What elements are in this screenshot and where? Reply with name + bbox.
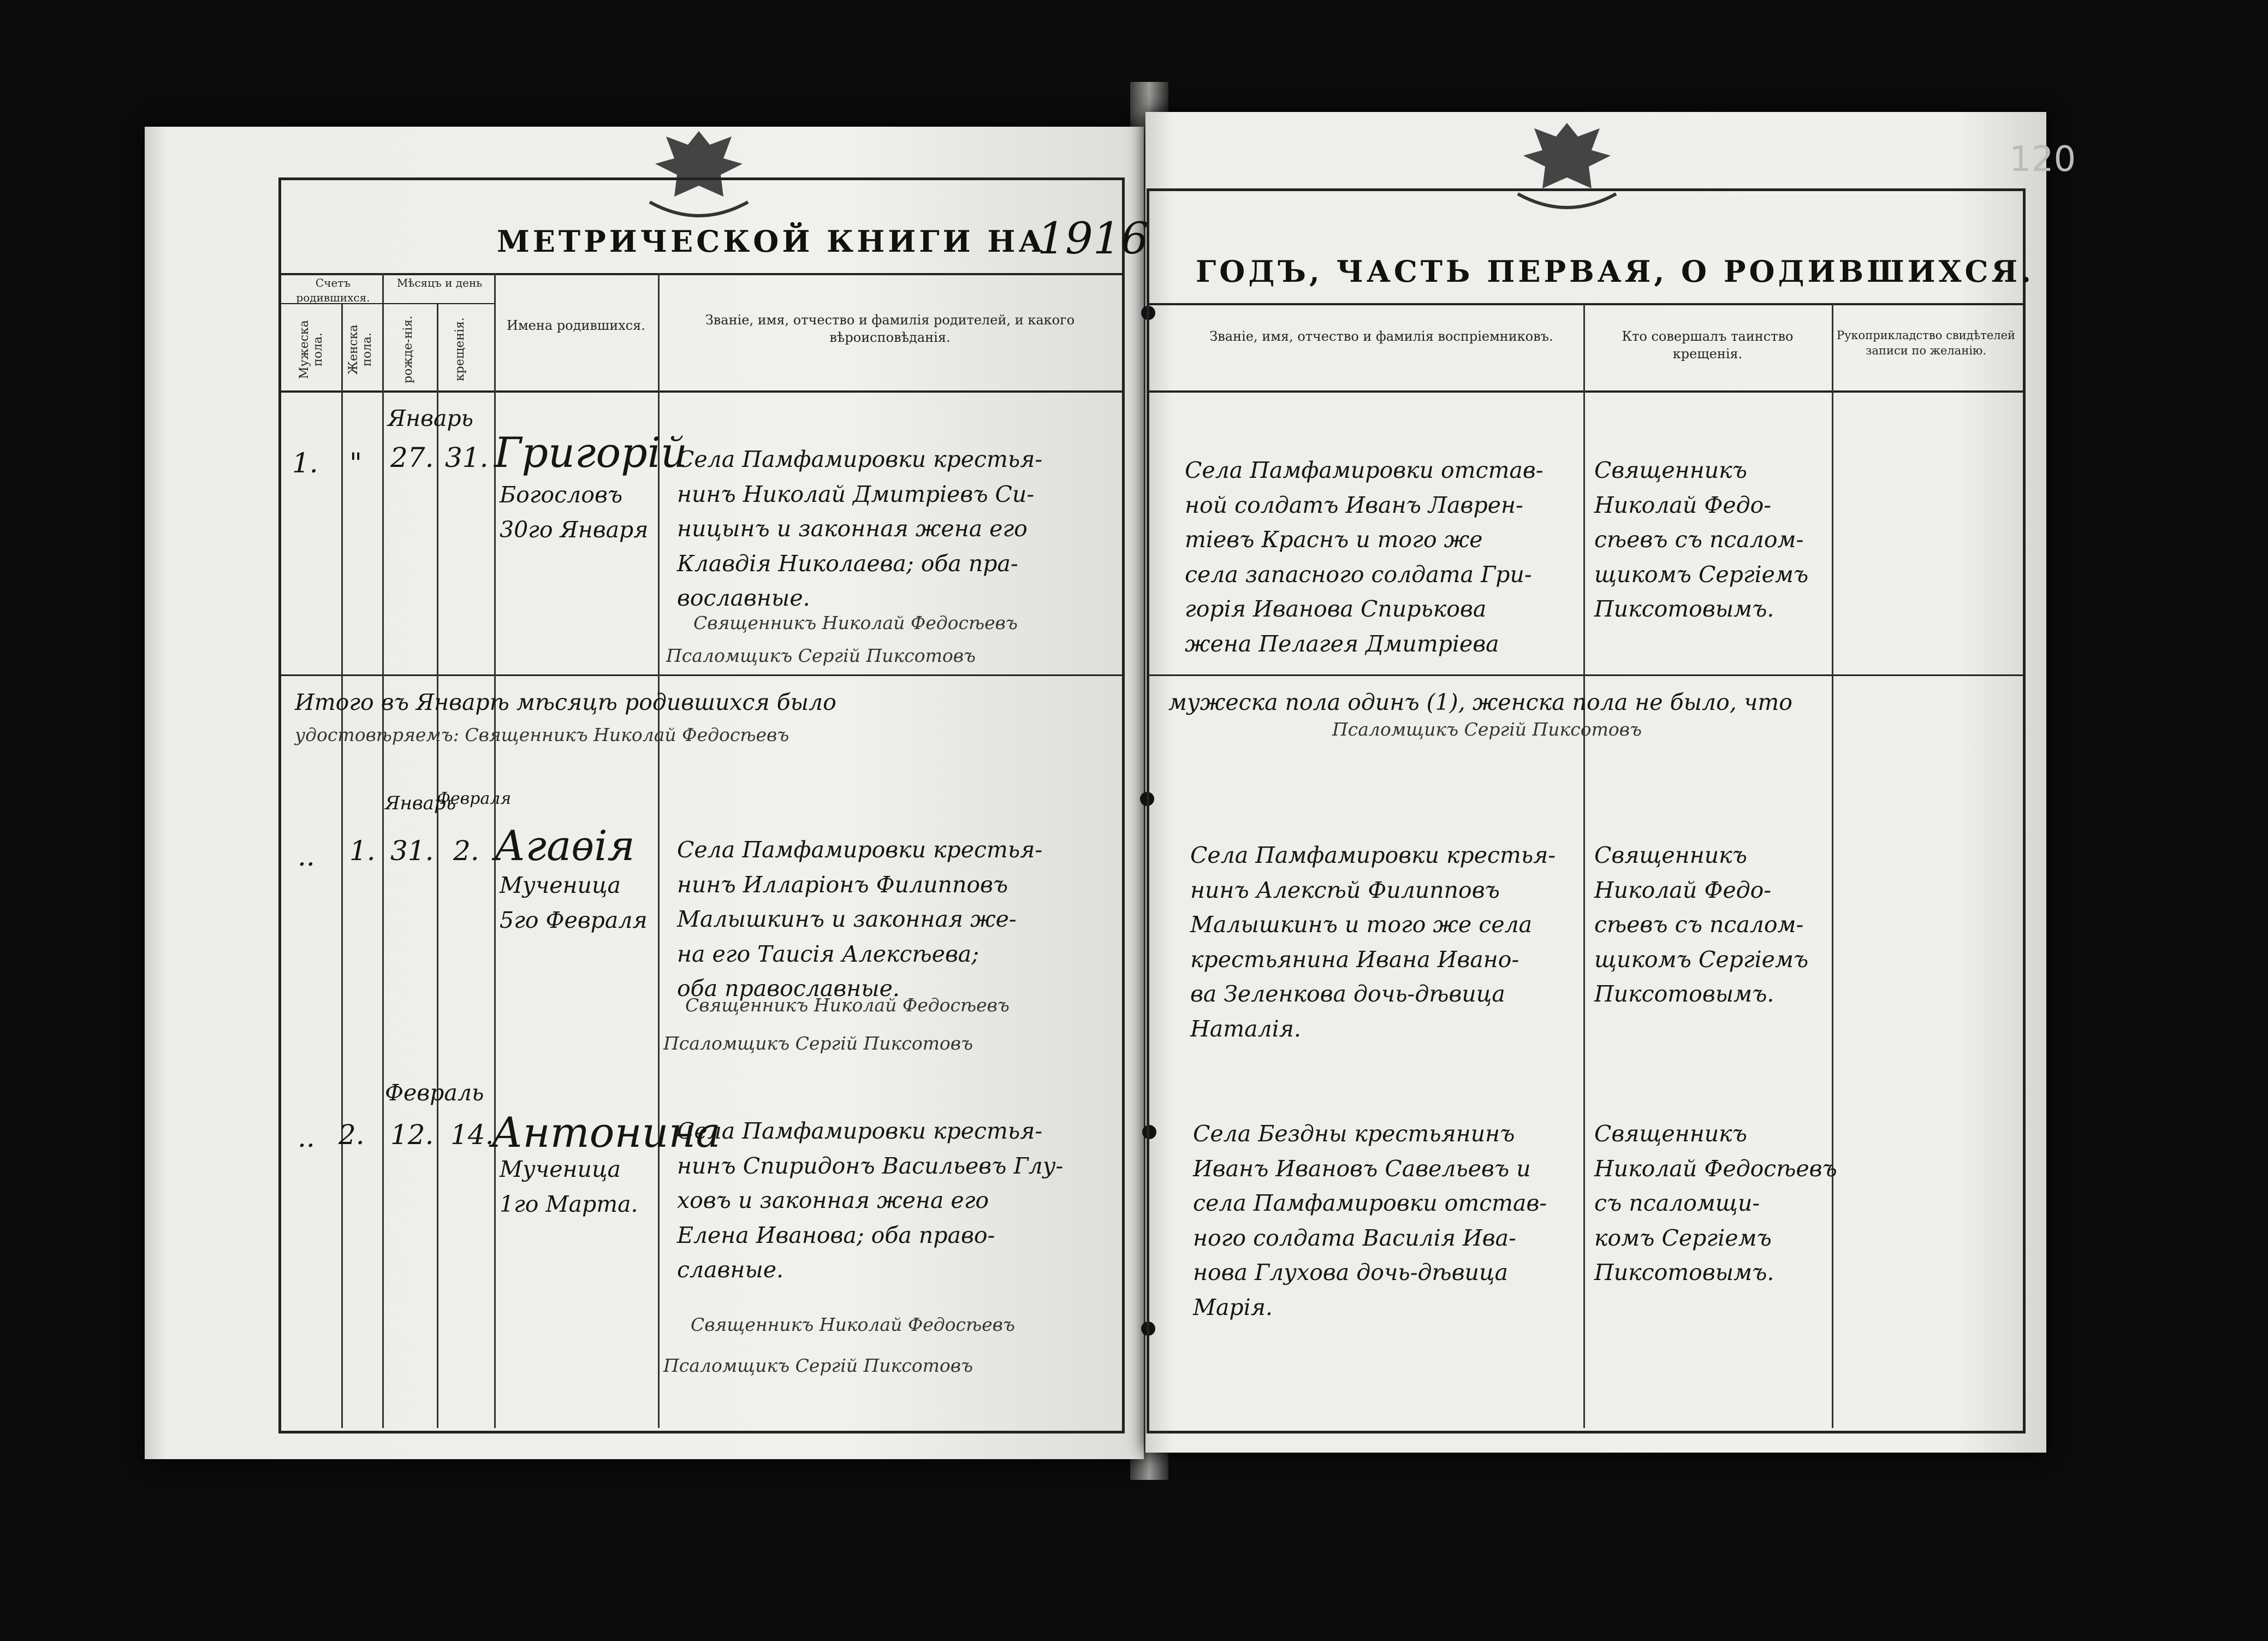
entry-1-female: " bbox=[349, 447, 362, 479]
column-line bbox=[1583, 303, 1585, 1428]
entry-2-month2: Февраля bbox=[437, 789, 512, 808]
page-number: 120 bbox=[2009, 139, 2076, 180]
entry-1-name-note: Богословъ 30го Января bbox=[500, 482, 649, 543]
column-header-rule bbox=[281, 390, 1122, 393]
header-rule bbox=[281, 273, 1122, 275]
register-year: 1916 bbox=[1037, 213, 1149, 264]
header-baptized: крещенія. bbox=[453, 317, 467, 382]
entry-2-name-note: Мученица 5го Февраля bbox=[500, 872, 648, 933]
entry-3-priest-signature: Священникъ Николай Федосѣевъ bbox=[691, 1314, 1015, 1335]
summary-line-2-left: удостовѣряемъ: Священникъ Николай Федосѣевъ bbox=[295, 724, 789, 745]
column-line bbox=[382, 273, 384, 1428]
header-performer: Кто совершалъ таинство крещенія. bbox=[1622, 329, 1794, 362]
column-line bbox=[437, 303, 438, 1428]
header-female: Женска пола. bbox=[347, 324, 374, 375]
entry-2-performer: Священникъ Николай Федо- сѣевъ съ псалом- щикомъ Сергіемъ Пиксотовымъ. bbox=[1594, 842, 1809, 1008]
entry-1-performer: Священникъ Николай Федо- сѣевъ съ псалом- щикомъ Сергіемъ Пиксотовымъ. bbox=[1594, 457, 1809, 623]
header-signatures: Рукоприкладство свидѣтелей записи по желанію. bbox=[1836, 329, 2016, 358]
header-born: рожде-нія. bbox=[401, 315, 415, 384]
entry-3-name: Антонина bbox=[491, 1108, 721, 1157]
entry-2-name: Агаѳія bbox=[494, 821, 635, 870]
column-line bbox=[341, 303, 343, 1428]
entry-3-born: 12. bbox=[390, 1119, 434, 1151]
entry-3-female: 2. bbox=[339, 1119, 365, 1151]
entry-1-born: 27. bbox=[390, 442, 434, 473]
entry-3-name-note: Мученица 1го Марта. bbox=[500, 1156, 638, 1217]
header-names: Имена родившихся. bbox=[507, 318, 645, 333]
entry-3-parents: Села Памфамировки крестья- нинъ Спиридонъ Васильевъ Глу- ховъ и законная жена его Елена Иванова; оба право- славные. bbox=[677, 1118, 1064, 1283]
summary-line-1-right: мужеска пола одинъ (1), женска пола не было, что bbox=[1168, 689, 1792, 715]
entry-2-male: .. bbox=[298, 840, 315, 872]
entry-1-baptized: 31. bbox=[445, 442, 489, 473]
entry-2-godparents: Села Памфамировки крестья- нинъ Алексѣй Филипповъ Малышкинъ и того же села крестьянина Ивана Ивано- ва Зеленкова дочь-дѣвица Наталія. bbox=[1190, 842, 1556, 1042]
summary-line-1-left: Итого въ Январѣ мѣсяцѣ родившихся было bbox=[295, 689, 836, 715]
entry-3-performer: Священникъ Николай Федосѣевъ съ псаломщи- комъ Сергіемъ Пиксотовымъ. bbox=[1594, 1121, 1837, 1286]
column-header-rule bbox=[1149, 390, 2023, 393]
entry-2-priest-signature: Священникъ Николай Федосѣевъ bbox=[685, 994, 1010, 1016]
left-page-title: МЕТРИЧЕСКОЙ КНИГИ НА bbox=[497, 224, 1046, 259]
header-male: Мужеска пола. bbox=[298, 320, 325, 379]
entry-3-godparents: Села Бездны крестьянинъ Иванъ Ивановъ Савельевъ и села Памфамировки отстав- ного солдата Василія Ива- нова Глухова дочь-дѣвица Марія. bbox=[1193, 1121, 1547, 1320]
entry-2-parents: Села Памфамировки крестья- нинъ Илларіонъ Филипповъ Малышкинъ и законная же- на его Таисія Алексѣева; оба православные. bbox=[677, 837, 1043, 1002]
header-month-day: Мѣсяцъ и день bbox=[396, 276, 483, 289]
header-count: Счетъ родившихся. bbox=[296, 276, 370, 304]
entry-divider bbox=[1149, 674, 2023, 676]
entry-3-month: Февраль bbox=[385, 1080, 484, 1106]
entry-1-month: Январь bbox=[388, 405, 473, 431]
entry-1-godparents: Села Памфамировки отстав- ной солдатъ Иванъ Лаврен- тіевъ Краснъ и того же села запасного солдата Гри- горія Иванова Спирькова жена Пелагея Дмитріева bbox=[1185, 457, 1543, 657]
entry-2-baptized: 2. bbox=[453, 835, 479, 867]
header-rule bbox=[1149, 303, 2023, 305]
entry-3-baptized: 14. bbox=[450, 1119, 494, 1151]
entry-3-psalmist-signature: Псаломщикъ Сергій Пиксотовъ bbox=[663, 1355, 973, 1376]
entry-2-born: 31. bbox=[390, 835, 434, 867]
right-page-title: ГОДЪ, ЧАСТЬ ПЕРВАЯ, О РОДИВШИХСЯ. bbox=[1196, 254, 2034, 289]
entry-divider bbox=[281, 674, 1122, 676]
entry-2-psalmist-signature: Псаломщикъ Сергій Пиксотовъ bbox=[663, 1033, 973, 1054]
summary-line-2-right: Псаломщикъ Сергій Пиксотовъ bbox=[1332, 719, 1642, 740]
entry-1-priest-signature: Священникъ Николай Федосѣевъ bbox=[693, 612, 1018, 633]
entry-1-male: 1. bbox=[292, 447, 318, 479]
entry-2-month: Январь bbox=[385, 792, 456, 814]
entry-1-name: Григорій bbox=[494, 428, 687, 477]
entry-2-female: 1. bbox=[349, 835, 376, 867]
header-parents: Званіе, имя, отчество и фамилія родителей, и какого вѣроисповѣданія. bbox=[705, 312, 1075, 346]
entry-3-male: .. bbox=[298, 1122, 315, 1153]
entry-1-parents: Села Памфамировки крестья- нинъ Николай Дмитріевъ Си- ницынъ и законная жена его Клавдія Николаева; оба пра- вославные. bbox=[677, 446, 1043, 612]
header-godparents: Званіе, имя, отчество и фамилія воспріемниковъ. bbox=[1209, 329, 1553, 344]
entry-1-psalmist-signature: Псаломщикъ Сергій Пиксотовъ bbox=[666, 645, 976, 666]
